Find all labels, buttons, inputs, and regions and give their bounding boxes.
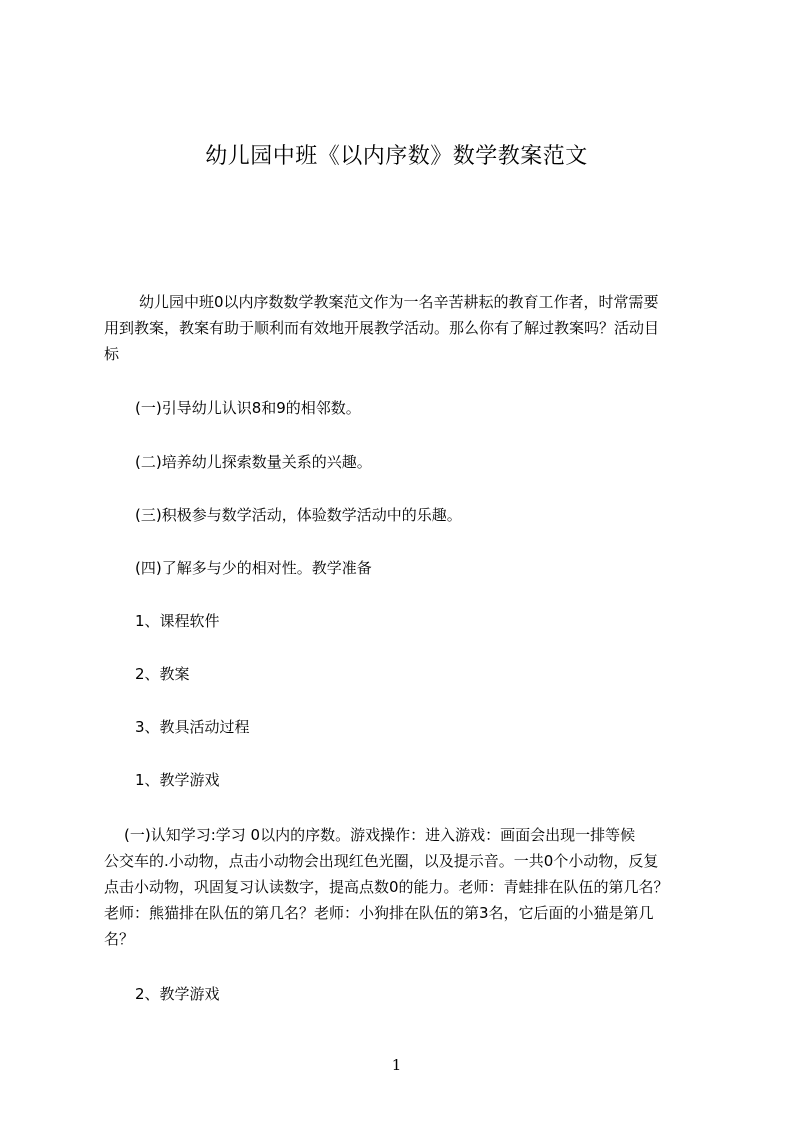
intro-line: 标: [104, 345, 120, 363]
goal-item-1: (一)引导幼儿认识8和9的相邻数。: [135, 399, 361, 417]
activity-paragraph: [104, 822, 700, 952]
goal-item-4: (四)了解多与少的相对性。教学准备: [135, 559, 372, 577]
activity-line: 名？: [104, 930, 135, 948]
prep-item-4: 1、教学游戏: [135, 771, 220, 789]
activity-line: 老师：熊猫排在队伍的第几名？老师：小狗排在队伍的第3名，它后面的小猫是第几: [104, 904, 654, 922]
intro-paragraph: [104, 289, 700, 367]
prep-item-3: 3、教具活动过程: [135, 718, 250, 736]
goal-item-3: (三)积极参与数学活动，体验数学活动中的乐趣。: [135, 506, 462, 524]
prep-item-2: 2、教案: [135, 665, 190, 683]
activity-line: (一)认知学习:学习 0以内的序数。游戏操作：进入游戏：画面会出现一排等候: [124, 826, 636, 844]
intro-line: 用到教案，教案有助于顺利而有效地开展教学活动。那么你有了解过教案吗？活动目: [104, 319, 660, 337]
activity-item-2: 2、教学游戏: [135, 985, 220, 1003]
document-title: 幼儿园中班《以内序数》数学教案范文: [205, 144, 588, 169]
activity-line: 点击小动物，巩固复习认读数字，提高点数0的能力。老师：青蛙排在队伍的第几名？: [104, 878, 669, 896]
page-number: 1: [391, 1056, 402, 1074]
intro-line: 幼儿园中班0以内序数数学教案范文作为一名辛苦耕耘的教育工作者，时常需要: [139, 293, 659, 311]
prep-item-1: 1、课程软件: [135, 612, 220, 630]
goal-item-2: (二)培养幼儿探索数量关系的兴趣。: [135, 453, 372, 471]
activity-line: 公交车的.小动物，点击小动物会出现红色光圈，以及提示音。一共0个小动物，反复: [104, 852, 659, 870]
